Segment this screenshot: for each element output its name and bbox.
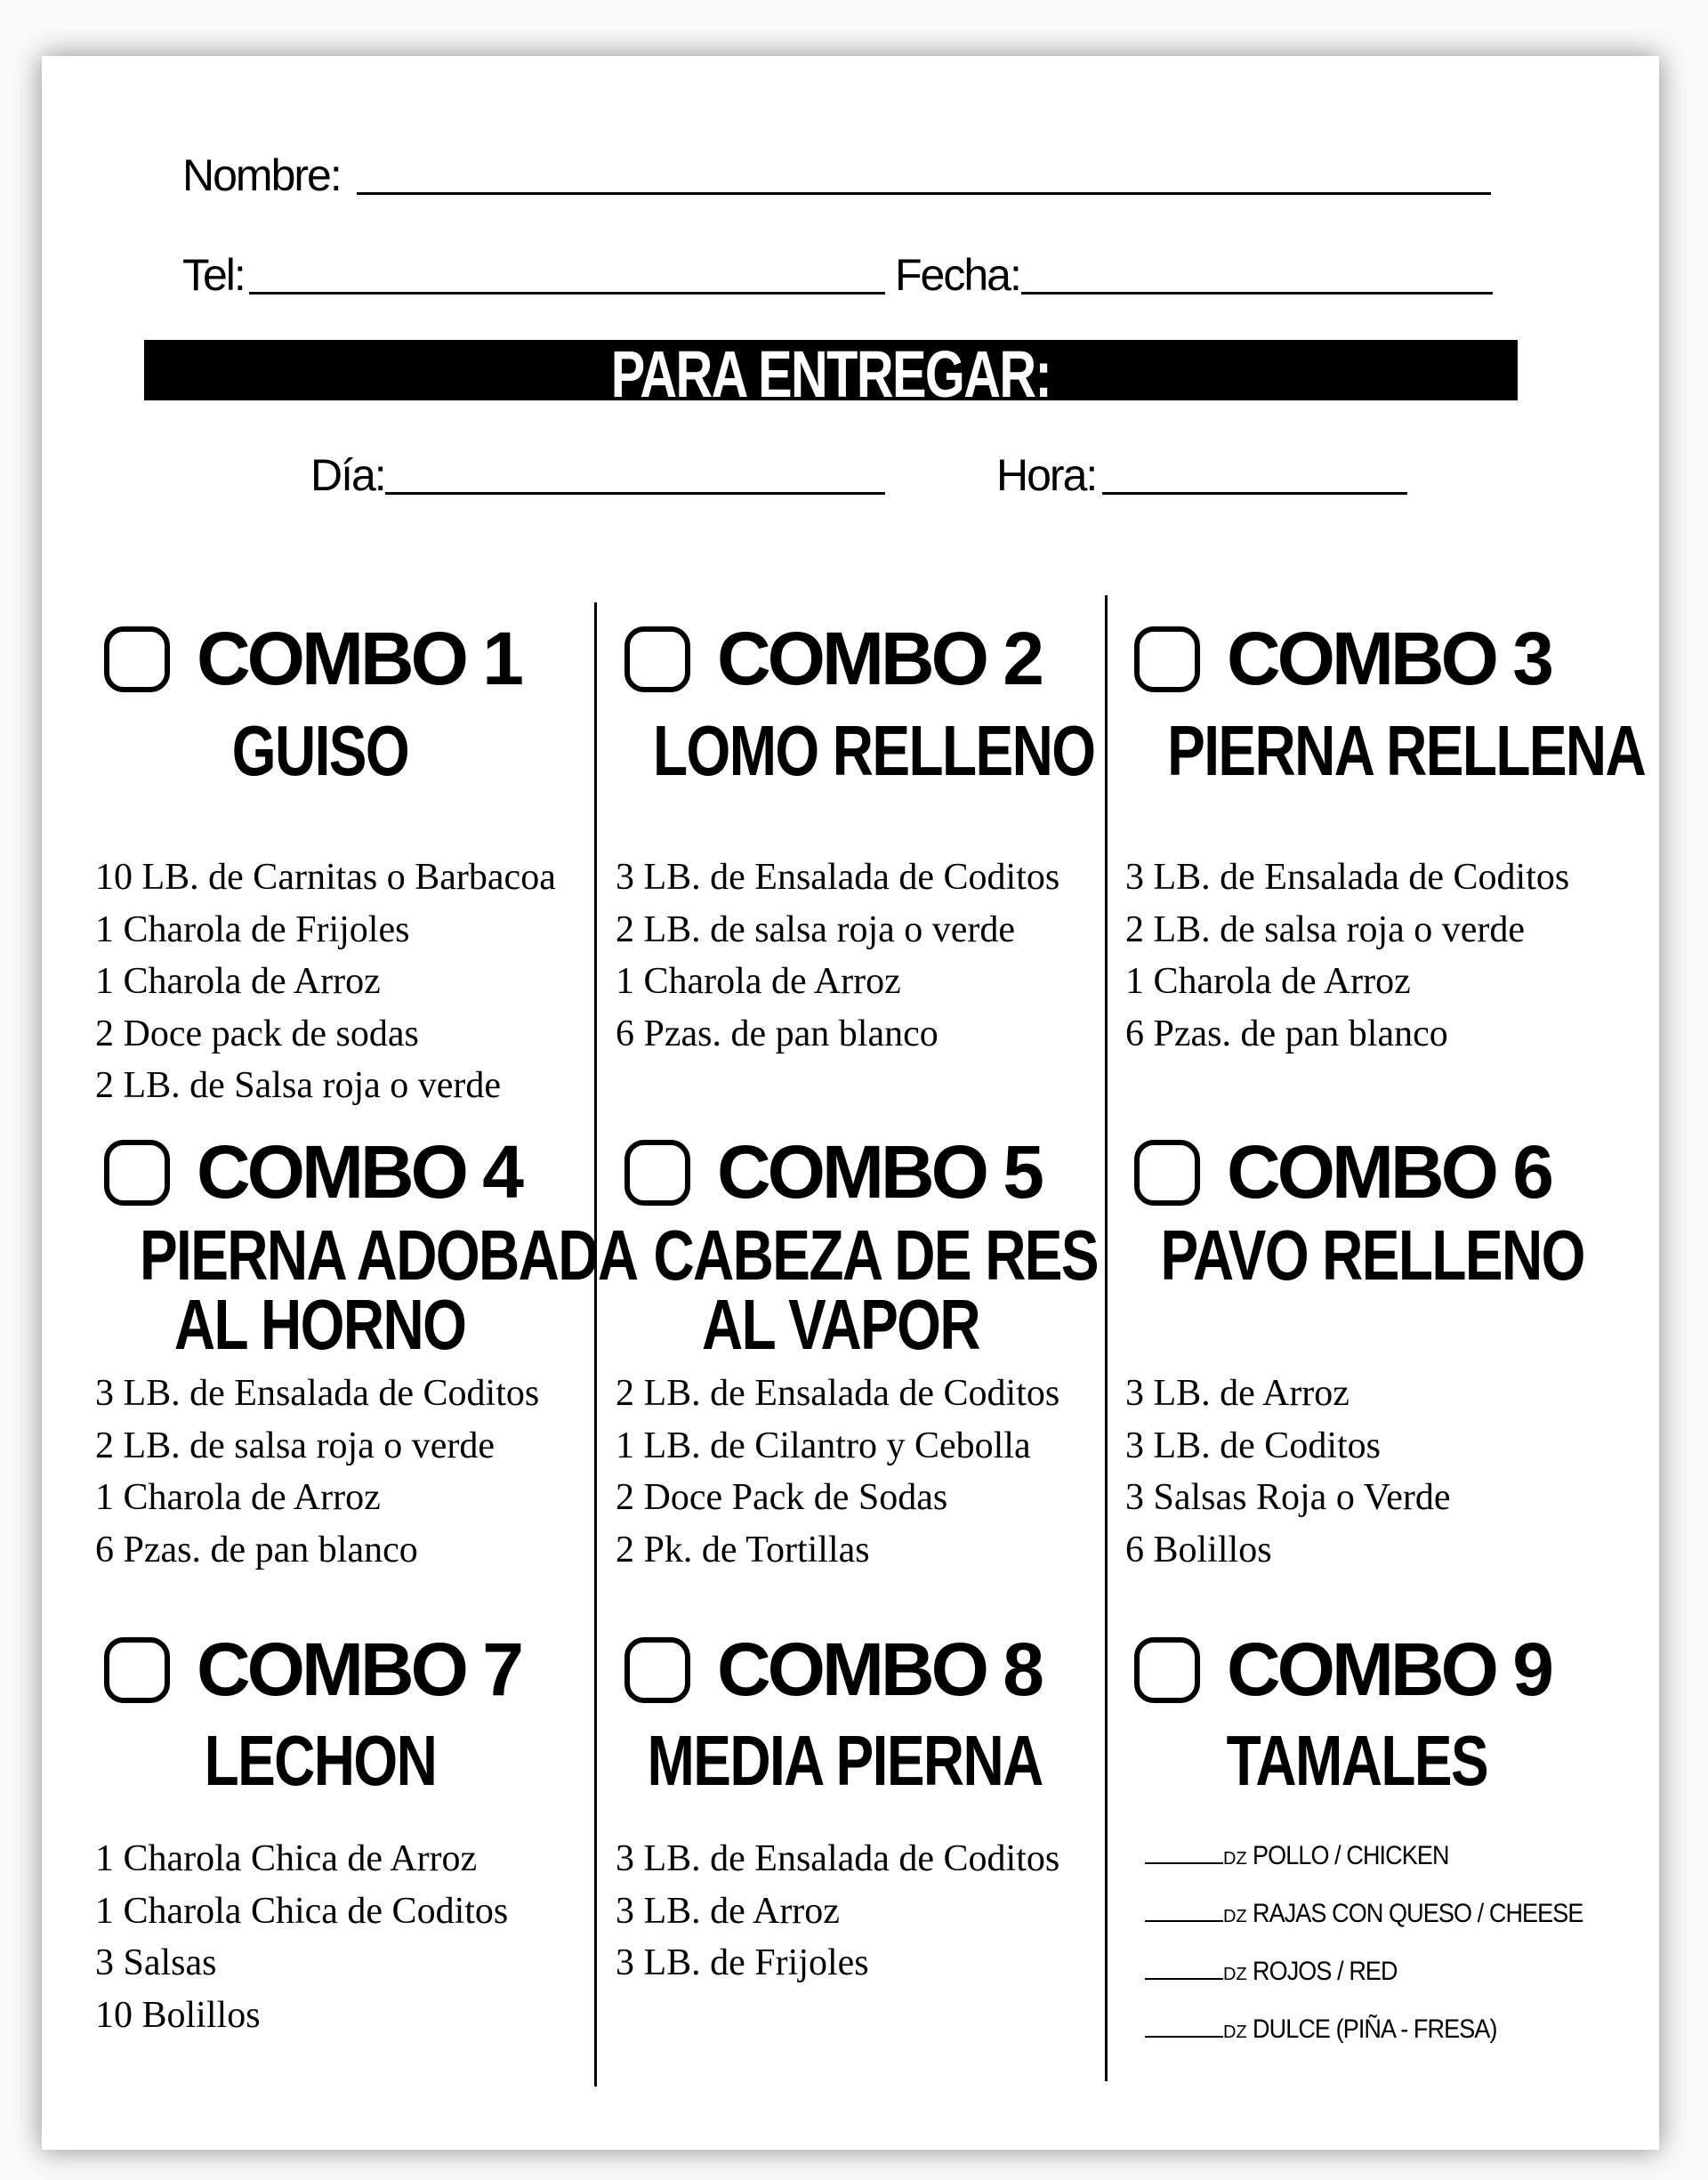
combo-8-name — [598, 1721, 1083, 1800]
combo-5-checkbox[interactable] — [624, 1140, 690, 1206]
combo-8-name-line: MEDIA PIERNA — [647, 1721, 1043, 1800]
dz-unit: DZ — [1223, 1849, 1247, 1869]
tamal-quantity-field[interactable] — [1145, 1978, 1223, 1980]
combo-item: 10 LB. de Carnitas o Barbacoa — [95, 857, 556, 898]
combo-item: 1 LB. de Cilantro y Cebolla — [616, 1425, 1031, 1466]
combo-8-header — [624, 1627, 1041, 1713]
tel-label: Tel: — [182, 250, 245, 300]
combo-1-name-line: GUISO — [231, 711, 408, 790]
combo-3-name — [1108, 711, 1646, 790]
tamal-option — [1145, 1829, 1619, 1886]
combo-item: 6 Pzas. de pan blanco — [616, 1013, 939, 1054]
combo-4-name — [77, 1215, 638, 1295]
combo-item: 2 LB. de salsa roja o verde — [95, 1425, 495, 1466]
combo-1-header — [104, 616, 520, 702]
column-divider — [1105, 595, 1108, 2081]
combo-item: 6 Pzas. de pan blanco — [95, 1529, 418, 1570]
combo-6-checkbox[interactable] — [1134, 1140, 1200, 1206]
hora-label: Hora: — [996, 450, 1097, 500]
combo-9-checkbox[interactable] — [1134, 1637, 1200, 1703]
combo-item: 10 Bolillos — [95, 1994, 261, 2036]
combo-2-header — [624, 616, 1041, 702]
combo-1-title: COMBO 1 — [197, 617, 521, 700]
combo-item: 2 LB. de salsa roja o verde — [616, 908, 1016, 950]
combo-item: 1 Charola Chica de Arroz — [95, 1838, 478, 1879]
combo-6-name-line: PAVO RELLENO — [1160, 1215, 1584, 1295]
combo-item: 1 Charola de Arroz — [1125, 961, 1411, 1002]
combo-5-name-line: AL VAPOR — [701, 1285, 979, 1364]
combo-9-name-line: TAMALES — [1226, 1721, 1487, 1800]
combo-3-items — [1125, 852, 1569, 1060]
combo-6-header — [1134, 1129, 1551, 1215]
combo-4-items — [95, 1368, 539, 1576]
banner-text: PARA ENTREGAR: — [610, 337, 1051, 411]
combo-6-title: COMBO 6 — [1227, 1130, 1551, 1214]
combo-item: 2 LB. de Salsa roja o verde — [95, 1065, 502, 1106]
tamal-quantity-field[interactable] — [1145, 2036, 1223, 2038]
combo-4-name — [77, 1285, 562, 1364]
combo-item: 3 Salsas — [95, 1942, 217, 1983]
combo-9-title: COMBO 9 — [1227, 1627, 1551, 1711]
combo-item: 3 LB. de Ensalada de Coditos — [616, 857, 1060, 898]
combo-item: 3 LB. de Frijoles — [616, 1942, 869, 1983]
combo-item: 6 Bolillos — [1125, 1529, 1272, 1570]
combo-5-name — [598, 1285, 1083, 1364]
fecha-label: Fecha: — [895, 250, 1020, 300]
tamal-option — [1145, 2002, 1619, 2060]
tamal-flavor: RAJAS CON QUESO / CHEESE — [1252, 1899, 1583, 1928]
column-divider — [594, 602, 597, 2087]
combo-3-name-line: PIERNA RELLENA — [1167, 711, 1646, 790]
combo-8-items — [616, 1833, 1059, 1990]
dz-unit: DZ — [1223, 1965, 1247, 1984]
combo-item: 3 LB. de Ensalada de Coditos — [616, 1838, 1060, 1879]
combo-7-name-line: LECHON — [204, 1721, 436, 1800]
combo-4-name-line: PIERNA ADOBADA — [139, 1215, 638, 1295]
combo-item: 3 LB. de Coditos — [1125, 1425, 1382, 1466]
combo-4-checkbox[interactable] — [104, 1140, 170, 1206]
hora-field[interactable] — [1102, 492, 1407, 495]
nombre-label: Nombre: — [182, 150, 341, 200]
combo-7-header — [104, 1627, 520, 1713]
combo-4-header — [104, 1129, 520, 1215]
combo-7-name — [77, 1721, 562, 1800]
combo-item: 1 Charola Chica de Coditos — [95, 1890, 509, 1932]
combo-2-name — [598, 711, 1095, 790]
combo-3-header — [1134, 616, 1551, 702]
combo-item: 2 LB. de salsa roja o verde — [1125, 908, 1526, 950]
para-entregar-banner — [144, 337, 1518, 411]
tel-field[interactable] — [249, 292, 885, 295]
tamal-option — [1145, 1944, 1619, 2002]
combo-6-items — [1125, 1368, 1451, 1576]
combo-5-header — [624, 1129, 1041, 1215]
combo-1-name — [77, 711, 562, 790]
combo-item: 1 Charola de Arroz — [95, 1477, 381, 1518]
tamal-flavor: POLLO / CHICKEN — [1252, 1841, 1449, 1870]
combo-4-name-line: AL HORNO — [173, 1285, 466, 1364]
combo-8-title: COMBO 8 — [717, 1627, 1042, 1711]
combo-1-checkbox[interactable] — [104, 626, 170, 692]
tamal-quantity-field[interactable] — [1145, 1862, 1223, 1864]
combo-2-name-line: LOMO RELLENO — [653, 711, 1095, 790]
tamal-flavor: ROJOS / RED — [1252, 1957, 1398, 1986]
combo-8-checkbox[interactable] — [624, 1637, 690, 1703]
combo-4-title: COMBO 4 — [197, 1130, 521, 1214]
combo-item: 6 Pzas. de pan blanco — [1125, 1013, 1448, 1054]
nombre-field[interactable] — [357, 192, 1491, 195]
fecha-field[interactable] — [1021, 292, 1493, 295]
dz-unit: DZ — [1223, 2023, 1247, 2042]
combo-5-name — [598, 1215, 1098, 1295]
combo-2-checkbox[interactable] — [624, 626, 690, 692]
combo-item: 2 Pk. de Tortillas — [616, 1529, 870, 1570]
combo-1-items — [95, 852, 556, 1112]
combo-3-title: COMBO 3 — [1227, 617, 1551, 700]
combo-item: 3 LB. de Ensalada de Coditos — [1125, 857, 1570, 898]
combo-5-title: COMBO 5 — [717, 1130, 1042, 1214]
combo-7-title: COMBO 7 — [197, 1627, 521, 1711]
combo-6-name — [1108, 1215, 1606, 1295]
combo-item: 1 Charola de Arroz — [616, 961, 901, 1002]
combo-item: 3 Salsas Roja o Verde — [1125, 1477, 1451, 1518]
combo-5-name-line: CABEZA DE RES — [653, 1215, 1098, 1295]
dz-unit: DZ — [1223, 1907, 1247, 1926]
combo-item: 2 LB. de Ensalada de Coditos — [616, 1373, 1060, 1414]
combo-7-checkbox[interactable] — [104, 1637, 170, 1703]
combo-item: 1 Charola de Frijoles — [95, 908, 410, 950]
combo-item: 3 LB. de Ensalada de Coditos — [95, 1373, 540, 1414]
dia-field[interactable] — [385, 492, 885, 495]
combo-item: 2 Doce pack de sodas — [95, 1013, 419, 1054]
combo-5-items — [616, 1368, 1059, 1576]
combo-7-items — [95, 1833, 508, 2041]
combo-2-title: COMBO 2 — [717, 617, 1042, 700]
combo-3-checkbox[interactable] — [1134, 626, 1200, 692]
combo-9-name — [1108, 1721, 1606, 1800]
combo-9-header — [1134, 1627, 1551, 1713]
tamal-quantity-field[interactable] — [1145, 1920, 1223, 1922]
tamal-flavor: DULCE (PIÑA - FRESA) — [1252, 2014, 1497, 2044]
combo-item: 2 Doce Pack de Sodas — [616, 1477, 948, 1518]
tamal-option — [1145, 1886, 1619, 1944]
combo-item: 3 LB. de Arroz — [616, 1890, 840, 1932]
combo-2-items — [616, 852, 1059, 1060]
dia-label: Día: — [310, 450, 385, 500]
tamales-list — [1145, 1829, 1619, 2060]
combo-item: 1 Charola de Arroz — [95, 961, 381, 1002]
combo-item: 3 LB. de Arroz — [1125, 1373, 1349, 1414]
